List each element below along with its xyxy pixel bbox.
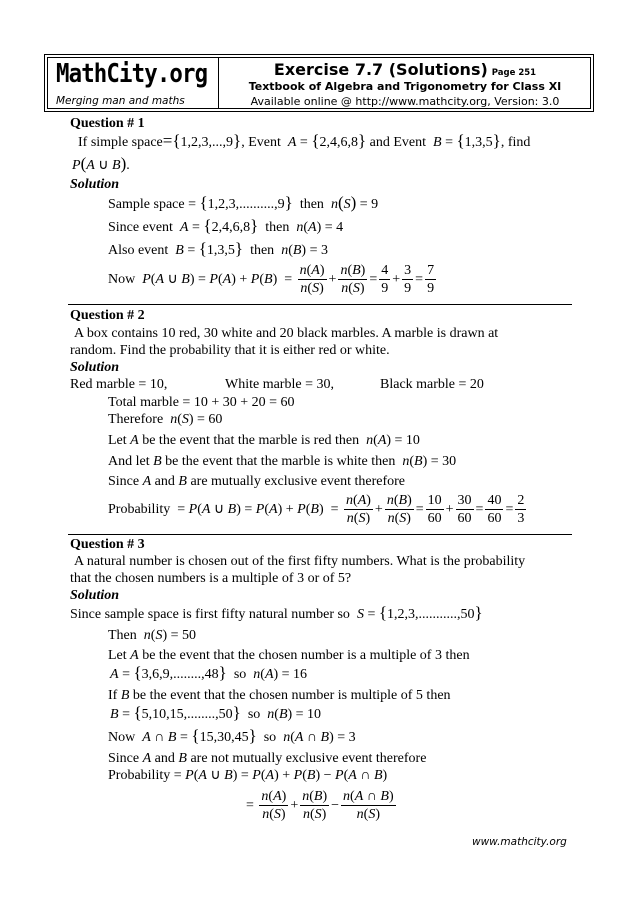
q1-step2: Since event A = {2,4,6,8} then n(A) = 4 (108, 216, 344, 235)
q3-heading: Question # 3 (70, 537, 145, 552)
q2-text-line1: A box contains 10 red, 30 white and 20 black marbles. A marble is drawn at (74, 326, 499, 341)
q3-text-line2: that the chosen numbers is a multiple of 3 or of 5? (70, 571, 352, 586)
q1-step3: Also event B = {1,3,5} then n(B) = 3 (108, 239, 328, 258)
q3-text-line1: A natural number is chosen out of the first fifty numbers. What is the probability (74, 554, 526, 569)
q2-step-a: Let A be the event that the marble is red then n(A) = 10 (108, 433, 420, 448)
q3-sample-space: Since sample space is first fifty natural number so S = {1,2,3,...........,50} (70, 603, 483, 622)
q2-total: Total marble = 10 + 30 + 20 = 60 (108, 395, 295, 410)
q2-black-count: Black marble = 20 (380, 377, 484, 392)
q3-step-formula: = $\frac{n(A)}{n(S)}$ + $\frac{n(B)}{n(S)}$ − $\frac{n(A \cap B)}{n(S)}$ (246, 789, 394, 822)
q3-step-ns: Then n(S) = 50 (108, 628, 196, 643)
q1-step1: Sample space = {1,2,3,..........,9} then n(S) = 9 (108, 193, 379, 212)
q2-step-probability: Probability = P(A ∪ B) = P(A) + P(B) = $\frac{n(A)}{n(S)}$ + $\frac{n(B)}{n(S)}$ = $\frac{10}{60}$ + $\frac{30}{60}$ = $\frac{40}{60}$ = $\frac{2}{3}$ (108, 493, 525, 526)
mathcity-logo: MathCity.org (56, 59, 208, 89)
q1-heading: Question # 1 (70, 116, 145, 131)
logo-box (48, 58, 219, 108)
book-title: Textbook of Algebra and Trigonometry for Class XI (248, 80, 562, 93)
q2-step-b: And let B be the event that the marble is white then n(B) = 30 (108, 454, 457, 469)
divider-2 (68, 534, 572, 535)
q3-step-not-exclusive: Since A and B are not mutually exclusive event therefore (108, 751, 427, 766)
logo-tagline: Merging man and maths (56, 95, 185, 107)
online-link: Available online @ http://www.mathcity.org, Version: 3.0 (250, 95, 560, 108)
q3-step-probability: Probability = P(A ∪ B) = P(A) + P(B) − P(A ∩ B) (108, 768, 388, 783)
q1-solution-label: Solution (70, 177, 120, 192)
q3-step-b-def: If B be the event that the chosen number is multiple of 5 then (108, 688, 451, 703)
q3-step-intersection: Now A ∩ B = {15,30,45} so n(A ∩ B) = 3 (108, 726, 356, 745)
q1-text-line1: If simple space={1,2,3,...,9}, Event A = {2,4,6,8} and Event B = {1,3,5}, find (78, 131, 531, 150)
q2-heading: Question # 2 (70, 308, 145, 323)
q2-solution-label: Solution (70, 360, 120, 375)
q2-white-count: White marble = 30, (225, 377, 334, 392)
q3-step-a-def: Let A be the event that the chosen number is a multiple of 3 then (108, 648, 470, 663)
footer-website: www.mathcity.org (472, 836, 567, 848)
page-header (44, 54, 594, 112)
q3-step-b-set: B = {5,10,15,........,50} so n(B) = 10 (110, 703, 322, 722)
q3-solution-label: Solution (70, 588, 120, 603)
divider-1 (68, 304, 572, 305)
q2-text-line2: random. Find the probability that it is either red or white. (70, 343, 390, 358)
header-info (220, 58, 590, 108)
q2-step-exclusive: Since A and B are mutually exclusive event therefore (108, 474, 406, 489)
q2-step-ns: Therefore n(S) = 60 (108, 412, 223, 427)
q3-step-a-set: A = {3,6,9,........,48} so n(A) = 16 (110, 663, 308, 682)
page-number: Page 251 (491, 68, 537, 78)
header-inner-frame (47, 57, 591, 109)
q2-red-count: Red marble = 10, (70, 377, 168, 392)
q1-text-line2: P(A ∪ B). (72, 154, 130, 173)
q1-step4: Now P(A ∪ B) = P(A) + P(B) = $\frac{n(A)}{n(S)}$ + $\frac{n(B)}{n(S)}$ = $\frac{4}{9}$ + $\frac{3}{9}$ = $\frac{7}{9}$ (108, 263, 435, 296)
exercise-title-text: Exercise 7.7 (Solutions) (273, 60, 488, 79)
exercise-title (220, 60, 590, 79)
